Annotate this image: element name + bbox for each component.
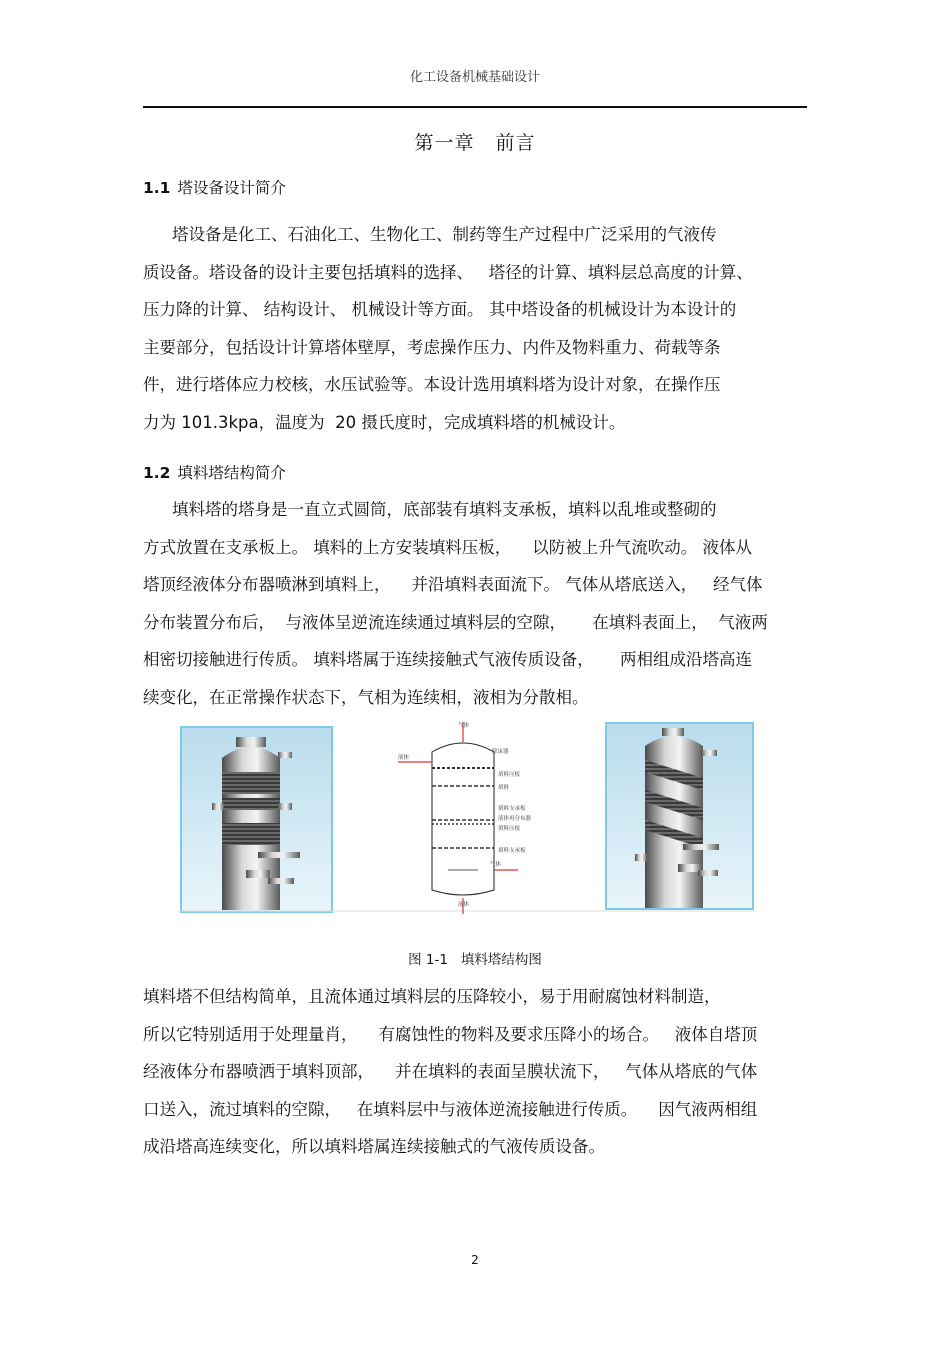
text-line: 成沿塔高连续变化，所以填料塔属连续接触式的气液传质设备。: [143, 1137, 605, 1156]
text-line: 填料塔的塔身是一直立式圆筒，底部装有填料支承板，填料以乱堆或整砌的: [172, 500, 717, 519]
text-line: 塔顶经液体分布器喷淋到填料上， 并沿填料表面流下。 气体从塔底送入， 经气体: [143, 575, 763, 594]
section-title: 塔设备设计简介: [177, 179, 286, 197]
section-heading-1-1: [143, 176, 286, 198]
text-line: 塔设备是化工、石油化工、生物化工、制药等生产过程中广泛采用的气液传: [172, 225, 717, 244]
running-header: 化工设备机械基础设计: [409, 70, 540, 85]
label-support-1: 填料支承板: [498, 806, 526, 812]
text-line: 主要部分，包括设计计算塔体壁厚，考虑操作压力、内件及物料重力、荷载等条: [143, 337, 721, 357]
header-rule: [143, 106, 807, 108]
label-liquid-in: 液体: [398, 755, 410, 761]
section-heading-1-2: [143, 461, 286, 483]
label-packing: 填料: [498, 785, 510, 791]
paragraph-1-1: [143, 216, 807, 441]
label-gas-in: 气体: [490, 862, 502, 868]
figure-caption: 图 1-1 填料塔结构图: [408, 952, 542, 968]
text-line: 所以它特别适用于处理量肖， 有腐蚀性的物料及要求压降小的场合。 液体自塔顶: [143, 1024, 758, 1044]
section-number: 1.1: [143, 179, 171, 197]
page-number: 2: [471, 1253, 479, 1267]
section-title: 填料塔结构简介: [177, 464, 286, 482]
text-line: 经液体分布器喷洒于填料顶部， 并在填料的表面呈膜状流下， 气体从塔底的气体: [143, 1062, 758, 1081]
paragraph-closing: [143, 978, 807, 1166]
text-line: 方式放置在支承板上。 填料的上方安装填料压板， 以防被上升气流吹动。 液体从: [143, 537, 752, 557]
label-support-2: 填料支承板: [498, 848, 526, 854]
text-line: 填料塔不但结构简单，且流体通过填料层的压降较小，易于用耐腐蚀材料制造，: [143, 987, 721, 1006]
label-liquid-out: 液体: [458, 902, 470, 908]
label-hold-plate: 填料压板: [498, 772, 521, 778]
packed-tower-figure: [178, 720, 756, 916]
text-line: 分布装置分布后， 与液体呈逆流连续通过填料层的空隙， 在填料表面上， 气液两: [143, 612, 768, 632]
paragraph-1-2: [143, 491, 807, 716]
text-line: 相密切接触进行传质。 填料塔属于连续接触式气液传质设备， 两相组成沿塔高连: [143, 650, 752, 669]
section-number: 1.2: [143, 464, 171, 482]
left-tower-image: [181, 727, 332, 912]
figure-svg: [178, 720, 756, 916]
text-line: 口送入，流过填料的空隙， 在填料层中与液体逆流接触进行传质。 因气液两相组: [143, 1099, 758, 1119]
text-line: 续变化，在正常操作状态下，气相为连续相，液相为分散相。: [143, 687, 589, 707]
label-demister: 除沫器: [492, 749, 509, 755]
label-distributor: 液体再分布器: [498, 816, 532, 822]
label-gas-top: 气体: [458, 723, 470, 729]
chapter-title: 第一章 前言: [414, 132, 536, 154]
label-hold-plate-2: 填料压板: [498, 826, 521, 832]
right-tower-image: [606, 723, 753, 909]
text-line: 力为 101.3kpa，温度为 20 摄氏度时，完成填料塔的机械设计。: [143, 412, 626, 432]
text-line: 质设备。塔设备的设计主要包括填料的选择、 塔径的计算、填料层总高度的计算、: [143, 262, 753, 282]
text-line: 压力降的计算、 结构设计、 机械设计等方面。 其中塔设备的机械设计为本设计的: [143, 300, 737, 319]
text-line: 件，进行塔体应力校核，水压试验等。本设计选用填料塔为设计对象，在操作压: [143, 375, 721, 394]
